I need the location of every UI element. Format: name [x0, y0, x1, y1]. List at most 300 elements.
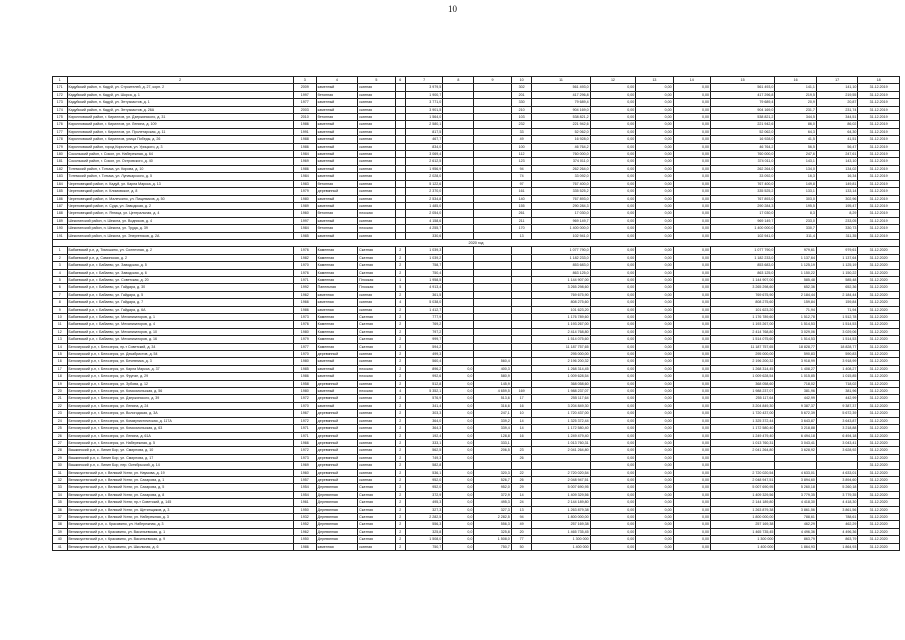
table-cell: 0,00	[673, 188, 710, 195]
table-cell	[443, 210, 474, 217]
table-cell: 526,7	[474, 476, 511, 483]
table-cell: 1985	[293, 232, 316, 239]
table-cell: Белозерский р-н, г. Белозерск, ул. Карла Маркса, д. 37	[67, 365, 293, 372]
table-cell	[443, 195, 474, 202]
table-cell: 8,3	[775, 210, 817, 217]
table-cell: 0,00	[590, 395, 636, 402]
table-cell: каменный	[316, 99, 358, 106]
table-row	[53, 454, 900, 461]
table-cell	[474, 291, 511, 298]
table-cell: 904 169,0	[532, 106, 590, 113]
table-cell	[816, 462, 858, 469]
table-cell: 4 496,36	[816, 528, 858, 535]
table-cell: 1976	[293, 247, 316, 254]
table-cell: скатная	[358, 99, 395, 106]
table-cell: 2	[395, 513, 405, 520]
table-row	[53, 395, 900, 402]
table-cell: скатная	[358, 469, 395, 476]
table-cell: 1 263 879,38	[710, 506, 774, 513]
table-cell: 4 158,6	[405, 217, 442, 224]
table-cell	[474, 143, 511, 150]
table-cell: Бабаевский р-н, г. Бабаево, ул. Гайдара, д. 30	[67, 284, 293, 291]
table-cell: 0,00	[636, 106, 673, 113]
table-cell: 1954	[293, 484, 316, 491]
table-cell: 0,00	[590, 469, 636, 476]
table-cell: скатная	[358, 306, 395, 313]
table-cell: 221 942,6	[710, 121, 774, 128]
table-cell: 0,00	[590, 195, 636, 202]
table-cell: каменный	[316, 402, 358, 409]
table-cell: 247,1	[474, 410, 511, 417]
table-cell: 2	[395, 336, 405, 343]
table-cell: 1 193 267,00	[532, 321, 590, 328]
table-cell: 37	[53, 513, 68, 520]
table-cell	[474, 306, 511, 313]
table-cell: 74	[511, 173, 532, 180]
table-cell: 28	[53, 447, 68, 454]
table-cell: 5 260,18	[775, 484, 817, 491]
table-row	[53, 410, 900, 417]
table-cell: 3 861,56	[775, 506, 817, 513]
table-cell: 31.12.2020	[858, 469, 900, 476]
table-cell: 767 893,0	[532, 195, 590, 202]
table-cell: Скатная	[358, 343, 395, 350]
table-cell: 0,00	[673, 225, 710, 232]
table-cell: 302	[511, 84, 532, 91]
table-cell: 0,00	[636, 402, 673, 409]
table-cell: 1967	[293, 410, 316, 417]
table-cell: скатная	[358, 195, 395, 202]
table-cell: 2	[395, 410, 405, 417]
table-cell: скатная	[358, 136, 395, 143]
table-cell: Деревянная	[316, 521, 358, 528]
table-cell: Бабаевский р-н, г. Бабаево, ул. Механизаторов, д. 10	[67, 328, 293, 335]
table-cell: 14	[511, 425, 532, 432]
table-cell: 31.12.2020	[858, 491, 900, 498]
table-cell: Шекснинский район, п. Шексна, ул. Энергетиков, д. 2А	[67, 232, 293, 239]
table-cell: 1 077 790,0	[710, 247, 774, 254]
table-cell	[511, 351, 532, 358]
table-row	[53, 351, 900, 358]
table-cell: 1 514,53	[816, 336, 858, 343]
table-cell	[395, 84, 405, 91]
table-cell: 0,00	[636, 469, 673, 476]
table-cell: 8	[53, 299, 68, 306]
table-cell: 368 058,60	[532, 380, 590, 387]
table-cell: 2	[395, 365, 405, 372]
table-cell: 17	[511, 395, 532, 402]
table-cell: 1 508,0	[474, 536, 511, 543]
table-cell: 31.12.2020	[858, 484, 900, 491]
table-cell	[710, 454, 774, 461]
table-cell: 0,00	[636, 491, 673, 498]
table-cell: 1971	[293, 276, 316, 283]
table-cell: Скатная	[358, 506, 395, 513]
table-cell	[395, 202, 405, 209]
table-cell: 1 409 329,56	[532, 491, 590, 498]
table-cell: 0,00	[673, 476, 710, 483]
table-cell: скатная	[358, 91, 395, 98]
table-cell	[443, 284, 474, 291]
table-cell: каменный	[316, 365, 358, 372]
table-row	[53, 536, 900, 543]
table-cell: Каменная	[316, 254, 358, 261]
table-cell	[532, 462, 590, 469]
table-cell: 12	[53, 328, 68, 335]
table-cell: 11	[53, 321, 68, 328]
table-cell: Череповецкий район, п. Кадуй, ул. Карла Маркса, д. 13	[67, 180, 293, 187]
table-cell: 31.12.2020	[858, 439, 900, 446]
table-cell: 2	[395, 262, 405, 269]
table-cell	[474, 299, 511, 306]
table-cell: 31.12.2019	[858, 106, 900, 113]
table-cell	[474, 151, 511, 158]
table-row	[53, 165, 900, 172]
table-cell: 0,00	[636, 247, 673, 254]
table-cell: 952,0	[474, 484, 511, 491]
table-cell: 1986	[293, 306, 316, 313]
table-cell: 1997	[293, 217, 316, 224]
table-cell: 1 137,64	[816, 254, 858, 261]
table-cell: 1973	[293, 454, 316, 461]
table-cell: 750,7	[474, 543, 511, 550]
table-cell	[443, 314, 474, 321]
table-cell: 133,1	[775, 188, 817, 195]
table-cell	[443, 151, 474, 158]
table-cell: 1 176 789,60	[710, 314, 774, 321]
table-cell: 10	[511, 410, 532, 417]
table-cell: 161	[511, 188, 532, 195]
table-cell: Деревянная	[316, 528, 358, 535]
table-row	[53, 232, 900, 239]
table-cell: Белозерский р-н, г. Белозерск, ул. Комсомольская, д. 63	[67, 425, 293, 432]
table-cell: Череповецкий район, п. Малечкино, ул. Пищевиков, д. 50	[67, 195, 293, 202]
table-cell: деревянный	[316, 188, 358, 195]
table-cell: скатная	[358, 439, 395, 446]
table-cell: 0,00	[590, 151, 636, 158]
table-cell: Белозерский р-н, г. Белозерск, ул. Зубова, д. 12	[67, 380, 293, 387]
table-cell: каменный	[316, 121, 358, 128]
table-cell	[511, 358, 532, 365]
table-cell: 31.12.2020	[858, 358, 900, 365]
table-cell: 1983	[293, 180, 316, 187]
table-cell: 5 352,1	[405, 388, 442, 395]
table-cell: 1966	[293, 439, 316, 446]
table-cell: 590,83	[775, 351, 817, 358]
table-cell: 1984	[293, 225, 316, 232]
table-cell: 462,29	[775, 521, 817, 528]
table-cell: 0,00	[590, 417, 636, 424]
table-cell: Великоустюгский р-н, г. Великий Устюг, ул. Сахарова, д. 1	[67, 476, 293, 483]
table-cell: скатная	[358, 358, 395, 365]
table-cell: 0,00	[636, 136, 673, 143]
table-cell: 0,00	[590, 336, 636, 343]
table-cell: 1 176 789,60	[532, 314, 590, 321]
table-cell: 576,9	[405, 395, 442, 402]
table-cell: 896,2	[405, 365, 442, 372]
table-cell: 381,96	[816, 388, 858, 395]
table-cell: скатная	[358, 410, 395, 417]
table-cell	[443, 269, 474, 276]
table-cell: 31.12.2019	[858, 165, 900, 172]
table-cell: 3 628,92	[775, 447, 817, 454]
table-cell: 2	[67, 77, 293, 84]
table-cell: 14	[511, 417, 532, 424]
table-cell: 2	[395, 425, 405, 432]
table-cell: 176	[53, 121, 68, 128]
table-cell: 1984	[293, 173, 316, 180]
table-cell: Деревянная	[316, 484, 358, 491]
table-cell: 145,9	[474, 380, 511, 387]
table-cell: скатная	[358, 425, 395, 432]
table-cell: 0,0	[443, 499, 474, 506]
table-cell: Скатная	[358, 521, 395, 528]
table-row	[53, 91, 900, 98]
table-cell: 31.12.2019	[858, 173, 900, 180]
table-cell: 189	[53, 217, 68, 224]
table-cell: 0,00	[590, 306, 636, 313]
table-cell: Каменная	[316, 336, 358, 343]
table-cell: 1989	[293, 202, 316, 209]
table-cell: 169	[511, 388, 532, 395]
table-cell: 0,00	[590, 210, 636, 217]
table-cell: 0,00	[673, 299, 710, 306]
table-cell: 181	[53, 158, 68, 165]
table-cell: 31.12.2019	[858, 225, 900, 232]
table-cell: скатная	[358, 128, 395, 135]
table-cell: 0,00	[673, 321, 710, 328]
table-cell	[474, 91, 511, 98]
table-cell: 0,00	[590, 114, 636, 121]
table-cell: 442,99	[816, 395, 858, 402]
table-cell: 11 187 757,65	[532, 343, 590, 350]
table-cell: 19	[53, 380, 68, 387]
table-cell	[443, 351, 474, 358]
table-cell: 31.12.2020	[858, 402, 900, 409]
table-cell: 316,6	[474, 402, 511, 409]
table-cell: 46 764,2	[532, 143, 590, 150]
table-cell: 31.12.2019	[858, 202, 900, 209]
table-row	[53, 306, 900, 313]
table-cell: 4 633,01	[775, 469, 817, 476]
table-cell: 102 941,0	[532, 232, 590, 239]
table-cell: 295 000,00	[710, 351, 774, 358]
table-cell: 952,0	[405, 484, 442, 491]
table-row	[53, 247, 900, 254]
table-row	[53, 506, 900, 513]
table-cell: 31.12.2020	[858, 417, 900, 424]
table-cell: Великоустюгский р-н, г. Великий Устюг, ул. Щетинщиков, д. 3	[67, 506, 293, 513]
table-cell: 0,00	[636, 188, 673, 195]
table-cell: 2	[395, 351, 405, 358]
table-cell: 1962	[293, 528, 316, 535]
table-cell: 0,00	[636, 114, 673, 121]
table-cell: плоская	[358, 373, 395, 380]
table-cell	[443, 358, 474, 365]
table-cell: Скатная	[358, 254, 395, 261]
table-cell: 102 941,0	[710, 232, 774, 239]
table-cell	[443, 321, 474, 328]
table-cell: каменный	[316, 106, 358, 113]
table-cell: каменная	[316, 299, 358, 306]
table-cell: деревянный	[316, 454, 358, 461]
table-cell: Белозерский р-н, г. Белозерск, ул. Фрунзе, д. 29	[67, 373, 293, 380]
table-cell: 0,00	[673, 365, 710, 372]
table-cell: 31.12.2020	[858, 314, 900, 321]
table-cell: Каменная	[316, 262, 358, 269]
table-cell: бетонная	[316, 91, 358, 98]
table-cell: 979,61	[775, 247, 817, 254]
table-cell: 290 284,3	[710, 202, 774, 209]
table-cell: Белозерский р-н, г. Белозерск, ул. Ленина, д. 24	[67, 402, 293, 409]
table-cell: 0,00	[673, 454, 710, 461]
table-cell: 0,00	[673, 217, 710, 224]
table-cell: 31.12.2020	[858, 306, 900, 313]
table-cell: 1 268 314,45	[710, 365, 774, 372]
table-cell: 0,0	[443, 469, 474, 476]
table-row	[53, 336, 900, 343]
table-cell	[474, 84, 511, 91]
table-cell: 341,4	[405, 402, 442, 409]
table-cell: 834,0	[405, 143, 442, 150]
table-cell: 33 092,0	[532, 173, 590, 180]
table-cell: 2 184,44	[816, 291, 858, 298]
table-row	[53, 128, 900, 135]
table-cell: 3 979,5	[405, 84, 442, 91]
table-cell: Бабаевский р-н, г. Бабаево, ул. Механизаторов, д. 16	[67, 336, 293, 343]
table-cell: 0,0	[443, 447, 474, 454]
table-cell: 94	[511, 513, 532, 520]
table-cell: плоская	[358, 210, 395, 217]
table-row	[53, 469, 900, 476]
table-cell: 0,00	[673, 254, 710, 261]
table-cell: 1 150,22	[775, 269, 817, 276]
table-cell: Деревянная	[316, 491, 358, 498]
table-cell: 31.12.2020	[858, 388, 900, 395]
table-cell: 372,9	[474, 491, 511, 498]
table-cell: 4 255,7	[405, 225, 442, 232]
table-cell: Великоустюгский р-н, г. Великий Устюг, пр-т Советский, д. 145	[67, 499, 293, 506]
table-cell: 41	[53, 543, 68, 550]
table-cell: 33	[53, 484, 68, 491]
table-cell: 295 000,00	[532, 351, 590, 358]
table-cell: 16 928,0	[710, 136, 774, 143]
table-cell: 24	[511, 499, 532, 506]
table-cell: 0,0	[443, 454, 474, 461]
table-cell: 311,4	[775, 232, 817, 239]
table-cell: 0,0	[443, 543, 474, 550]
table-cell: 178	[53, 136, 68, 143]
table-cell: 556,3	[474, 521, 511, 528]
table-cell: 31.12.2019	[858, 114, 900, 121]
table-cell: 0,0	[443, 476, 474, 483]
table-cell: 6	[53, 284, 68, 291]
table-cell: Белозерский р-н, г. Белозерск, ул. Дзержинского, д. 39	[67, 395, 293, 402]
table-cell	[474, 158, 511, 165]
table-row	[53, 291, 900, 298]
table-row	[53, 151, 900, 158]
table-cell: 31.12.2019	[858, 121, 900, 128]
table-cell	[395, 165, 405, 172]
table-cell: 0,00	[673, 536, 710, 543]
page-number: 10	[448, 4, 457, 14]
table-cell: 3 043,41	[775, 439, 817, 446]
table-cell: деревянный	[316, 439, 358, 446]
table-cell: 15	[710, 77, 774, 84]
table-cell: 101 623,20	[710, 306, 774, 313]
table-cell: 0,00	[590, 84, 636, 91]
table-cell: 16 928,0	[532, 136, 590, 143]
table-cell: 1977	[293, 99, 316, 106]
table-cell: 1 325 372,44	[532, 417, 590, 424]
table-cell	[474, 284, 511, 291]
table-row	[53, 225, 900, 232]
table-cell	[511, 247, 532, 254]
table-cell: 1 508,0	[405, 536, 442, 543]
table-cell: Бабаевский р-н, д. Тимошино, ул. Солнечная, д. 2	[67, 247, 293, 254]
table-cell: 31.12.2020	[858, 425, 900, 432]
table-cell: 8,29	[816, 210, 858, 217]
table-cell: 4 496,36	[775, 528, 817, 535]
table-cell: 0,00	[636, 410, 673, 417]
table-cell: 0,00	[673, 136, 710, 143]
table-row	[53, 269, 900, 276]
table-cell: 0,00	[636, 476, 673, 483]
table-cell: 41,5	[775, 136, 817, 143]
table-cell	[511, 262, 532, 269]
table-cell: 0,00	[636, 180, 673, 187]
table-cell: деревянный	[316, 395, 358, 402]
table-cell: 31.12.2020	[858, 276, 900, 283]
table-cell: 0,00	[590, 128, 636, 135]
table-cell: 13	[511, 232, 532, 239]
table-cell	[395, 99, 405, 106]
table-cell: 221 942,6	[532, 121, 590, 128]
table-cell: Кадуйский район, п. Кадуй, ул. Строителей, д. 27, корп. 2	[67, 84, 293, 91]
table-cell: 0,00	[673, 276, 710, 283]
table-cell: Бабаевский р-н, г. Бабаево, ул. Советская, д. 20	[67, 276, 293, 283]
table-cell: 1 125,19	[816, 262, 858, 269]
table-cell: Скатная	[358, 336, 395, 343]
table-cell: 1 900,7	[405, 91, 442, 98]
table-cell: 0,00	[636, 262, 673, 269]
table-cell: бетонная	[316, 225, 358, 232]
table-cell: 2	[395, 484, 405, 491]
table-cell: 31.12.2020	[858, 269, 900, 276]
table-row	[53, 439, 900, 446]
table-cell: 2	[395, 314, 405, 321]
table-cell: 1 988 237,07	[710, 388, 774, 395]
table-cell: 1984	[293, 151, 316, 158]
table-cell: 0,00	[590, 491, 636, 498]
table-cell: Скатная	[358, 499, 395, 506]
table-cell: 9 387,37	[816, 402, 858, 409]
table-cell: 863,79	[775, 536, 817, 543]
table-cell: Великоустюгский р-н, с. Красавино, ул. Набережная, д. 3	[67, 521, 293, 528]
table-cell: 4	[395, 388, 405, 395]
table-cell	[511, 380, 532, 387]
table-cell: 1 015,85	[775, 373, 817, 380]
table-cell: 1980	[293, 388, 316, 395]
table-cell: 3 901,5	[405, 106, 442, 113]
table-cell: деревянный	[316, 432, 358, 439]
table-cell: 6	[395, 77, 405, 84]
table-row	[53, 299, 900, 306]
table-cell: 0,00	[673, 195, 710, 202]
table-cell: Каменная	[316, 276, 358, 283]
table-cell	[443, 188, 474, 195]
table-cell: 1 564,0	[405, 114, 442, 121]
